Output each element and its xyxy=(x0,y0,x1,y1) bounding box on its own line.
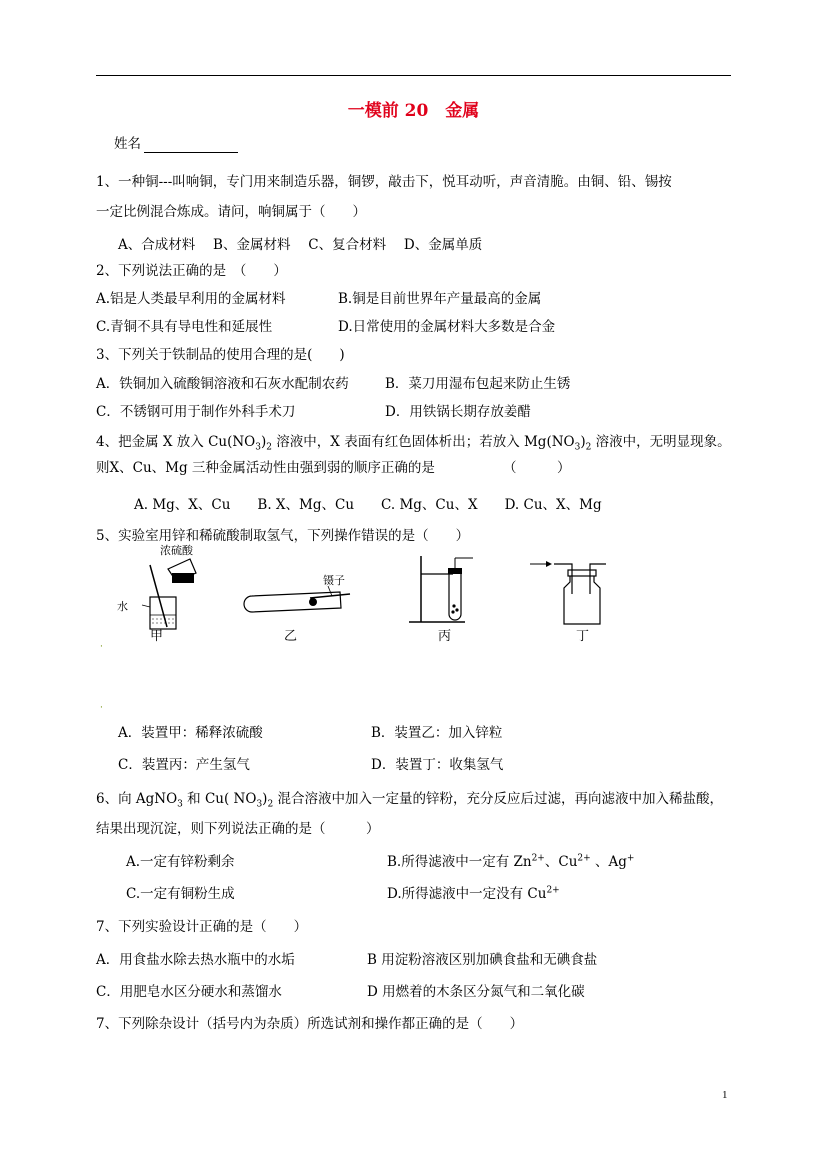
label-tweezers: 镊子 xyxy=(323,574,345,587)
q4-stem-line1: 4、把金属 X 放入 $Cu(NO_3)_2$ 溶液中，X 表面有红色固体析出；若放入 $Mg(NO_3)_2$ 溶液中，无明显现象。 xyxy=(96,434,731,453)
q2-option-d: D.日常使用的金属材料大多数是合金 xyxy=(338,319,556,335)
page-number: 1 xyxy=(722,1089,728,1101)
q4-answer-paren: （ ） xyxy=(503,460,571,476)
page-title: 一模前 20 金属 xyxy=(347,101,480,121)
q7-option-a: A．用食盐水除去热水瓶中的水垢 xyxy=(96,952,295,968)
q6-option-c: C.一定有铜粉生成 xyxy=(126,886,235,902)
name-label: 姓名 xyxy=(114,136,141,152)
q1-options: A、合成材料 B、金属材料 C、复合材料 D、金属单质 xyxy=(118,237,483,253)
q3-option-d: D．用铁锅长期存放姜醋 xyxy=(385,404,531,420)
q7-option-b: B 用淀粉溶液区别加碘食盐和无碘食盐 xyxy=(367,952,598,968)
label-bing: 丙 xyxy=(438,629,452,644)
q5-option-b: B．装置乙：加入锌粒 xyxy=(371,725,503,741)
q5-option-c: C．装置丙：产生氢气 xyxy=(118,757,250,773)
header-rule xyxy=(96,75,731,76)
label-water: 水 xyxy=(117,600,128,613)
q7-stem: 7、下列实验设计正确的是（ ） xyxy=(96,919,308,935)
q7-option-c: C．用肥皂水区分硬水和蒸馏水 xyxy=(96,984,282,1000)
q5-stem: 5、实验室用锌和稀硫酸制取氢气，下列操作错误的是（ ） xyxy=(96,528,470,544)
stray-mark: · xyxy=(100,642,103,652)
q3-option-a: A．铁铜加入硫酸铜溶液和石灰水配制农药 xyxy=(96,376,349,392)
q8-stem: 7、下列除杂设计（括号内为杂质）所选试剂和操作都正确的是（ ） xyxy=(96,1016,524,1032)
q6-stem-line2: 结果出现沉淀，则下列说法正确的是（ ） xyxy=(96,821,380,837)
label-yi: 乙 xyxy=(284,629,298,644)
q4-options: A. Mg、X、Cu B. X、Mg、Cu C. Mg、Cu、X D. Cu、X、Mg xyxy=(134,497,602,513)
label-conc-acid: 浓硫酸 xyxy=(160,544,193,557)
q2-option-a: A.铝是人类最早利用的金属材料 xyxy=(96,291,286,307)
label-jia: 甲 xyxy=(150,629,164,644)
q1-stem-line1: 1、一种铜---叫响铜，专门用来制造乐器，铜锣，敲击下，悦耳动听，声音清脆。由铜、铅、锡按 xyxy=(96,174,672,190)
q2-stem: 2、下列说法正确的是 （ ） xyxy=(96,263,287,279)
q2-option-c: C.青铜不具有导电性和延展性 xyxy=(96,319,273,335)
q3-option-b: B．菜刀用湿布包起来防止生锈 xyxy=(385,376,571,392)
stray-mark: · xyxy=(100,703,103,713)
q5-option-a: A．装置甲：稀释浓硫酸 xyxy=(118,725,263,741)
q6-option-b: B.所得滤液中一定有 $Zn^{2+}$、$Cu^{2+}$ 、Ag+ xyxy=(387,853,635,870)
q3-option-c: C．不锈钢可用于制作外科手术刀 xyxy=(96,404,296,420)
label-ding: 丁 xyxy=(576,629,590,644)
q2-option-b: B.铜是目前世界年产量最高的金属 xyxy=(338,291,542,307)
q3-stem: 3、下列关于铁制品的使用合理的是( ) xyxy=(96,347,345,363)
q6-stem-line1: 6、向 AgNO$_3$ 和 Cu( $NO_3)_2$ 混合溶液中加入一定量的锌粉，充分反应后过滤，再向滤液中加入稀盐酸， xyxy=(96,791,723,810)
q5-option-d: D．装置丁：收集氢气 xyxy=(371,757,504,773)
apparatus-ding-figure xyxy=(528,552,618,627)
q6-option-d: D.所得滤液中一定没有 $Cu^{2+}$ xyxy=(387,885,560,902)
q7-option-d: D 用燃着的木条区分氮气和二氧化碳 xyxy=(367,984,585,1000)
q6-option-a: A.一定有锌粉剩余 xyxy=(126,854,235,870)
apparatus-jia-figure xyxy=(112,545,222,640)
q1-stem-line2: 一定比例混合炼成。请问，响铜属于（ ） xyxy=(96,204,366,220)
apparatus-bing-figure xyxy=(405,552,495,627)
name-blank xyxy=(144,152,238,153)
q4-stem-line2: 则X、Cu、Mg 三种金属活动性由强到弱的顺序正确的是 xyxy=(96,460,435,476)
